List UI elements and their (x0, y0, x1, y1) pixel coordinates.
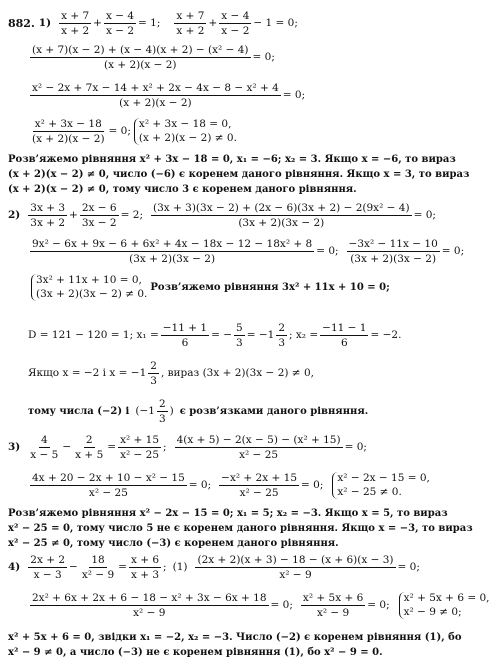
p1-frac-c: $\frac{x + 7}{x + 2}$ (176, 10, 205, 38)
part2-label: 2) (8, 209, 21, 222)
p3-line1: 3) $\frac{4}{x - 5}$ − $\frac{2}{x + 5}$ = $\frac{\text{x² + 15}}{\text{x² − 25}}$ ; $\frac{\text{4(x + 5) − 2(x − 5) − (x² + 15)}}{\text{x² − 25}}$ = 0; (8, 434, 367, 462)
p3-text2: x² − 25 = 0, тому число 5 не є коренем даного рівняння. Якщо x = −3, то вираз (8, 523, 473, 534)
p2-line5: Якщо x = −2 і x = −1 $\frac{2}{3}$ , вираз (3x + 2)(3x − 2) ≠ 0, (28, 360, 314, 388)
p4-text2: x² − 9 ≠ 0, а число (−3) не є коренем рівняння (1), бо x² − 9 = 0. (8, 647, 383, 658)
p1-frac-b: $\frac{x - 4}{x - 2}$ (105, 10, 135, 38)
part3-label: 3) (8, 441, 21, 454)
p2-system: 3x² + 11x + 10 = 0, (3x + 2)(3x − 2) ≠ 0. (31, 274, 147, 301)
p2-line3: 3x² + 11x + 10 = 0, (3x + 2)(3x − 2) ≠ 0. Розв’яжемо рівняння 3x² + 11x + 10 = 0; (28, 274, 390, 301)
p1-frac-a: $\frac{x + 7}{x + 2}$ (61, 10, 90, 38)
p4-system: x² + 5x + 6 = 0, x² − 9 ≠ 0; (399, 592, 490, 619)
problem-number: 882. (8, 16, 35, 30)
p1-line3: $\frac{\text{x² − 2x + 7x − 14 + x² + 2x − 4x − 8 − x² + 4}}{(x + 2)(x - 2)}$ = 0; (32, 82, 306, 110)
p1-text3: (x + 2)(x − 2) ≠ 0, тому число 3 є коренем даного рівняння. (8, 184, 357, 195)
p4-line1: 4) $\frac{2x + 2}{x - 3}$ − $\frac{18}{\text{x² − 9}}$ = $\frac{x + 6}{x + 3}$ ; (1) $\frac{(2x + 2)(x + 3) - 18 - (x + 6)(x - 3)}{\text{x² − 9}}$ = 0; (8, 554, 420, 582)
p3-text1: Розв’яжемо рівняння x² − 2x − 15 = 0; x₁ = 5; x₂ = −3. Якщо x = 5, то вираз (8, 508, 448, 519)
p1-text2: (x + 2)(x − 2) ≠ 0, число (−6) є коренем даного рівняння. Якщо x = 3, то вираз (8, 169, 470, 180)
p3-system: x² − 2x − 15 = 0, x² − 25 ≠ 0. (332, 472, 430, 499)
part1-label: 1) (38, 17, 52, 30)
p2-line4: D = 121 − 120 = 1; x₁ = $\frac{-11 + 1}{6}$ = − $\frac{5}{3}$ = −1 $\frac{2}{3}$ ; x₂ = $\frac{-11 - 1}{6}$ = −2. (28, 322, 402, 350)
p1-line2: $\frac{\text{(x + 7)(x − 2) + (x − 4)(x + 2) − (x² − 4)}}{(x + 2)(x - 2)}$ = 0; (32, 44, 275, 72)
p3-line2: $\frac{\text{4x + 20 − 2x + 10 − x² − 15}}{\text{x² − 25}}$ = 0; $\frac{\text{−x² + 2x + 15}}{\text{x² − 25}}$ = 0; x² − 2x − 15 = 0, x² − 25 ≠ 0. (32, 472, 430, 500)
p4-text1: x² + 5x + 6 = 0, звідки x₁ = −2, x₂ = −3. Число (−2) є коренем рівняння (1), бо (8, 632, 462, 643)
p2-line1: 2) $\frac{3x + 3}{3x + 2}$ + $\frac{2x - 6}{3x - 2}$ = 2; $\frac{\text{(3x + 3)(3x − 2) + (2x − 6)(3x + 2) − 2(9x² − 4)}}{(3x + 2)(3x - 2)}$ = 0; (8, 202, 436, 230)
p2-line6: тому числа (−2) і (−1 $\frac{2}{3}$ ) є розв’язками даного рівняння. (28, 398, 369, 426)
p1-line1: 882. 1) $\frac{x + 7}{x + 2}$ + $\frac{x - 4}{x - 2}$ = 1; $\frac{x + 7}{x + 2}$ + $\frac{x - 4}{x - 2}$ − 1 = 0; (8, 10, 298, 38)
p1-text1: Розв’яжемо рівняння x² + 3x − 18 = 0, x₁ = −6; x₂ = 3. Якщо x = −6, то вираз (8, 154, 456, 165)
solution-page (8, 6, 490, 666)
p4-line2: $\frac{\text{2x² + 6x + 2x + 6 − 18 − x² + 3x − 6x + 18}}{\text{x² − 9}}$ = 0; $\frac{\text{x² + 5x + 6}}{\text{x² − 9}}$ = 0; x² + 5x + 6 = 0, x² − 9 ≠ 0; (32, 592, 490, 620)
p1-system: x² + 3x − 18 = 0, (x + 2)(x − 2) ≠ 0. (134, 118, 237, 145)
part4-label: 4) (8, 561, 21, 574)
p3-text3: x² − 25 ≠ 0, тому число (−3) є коренем даного рівняння. (8, 538, 339, 549)
p1-line4: $\frac{\text{x² + 3x − 18}}{(x + 2)(x - 2)}$ = 0; x² + 3x − 18 = 0, (x + 2)(x − 2) ≠ 0. (32, 118, 237, 146)
p1-frac-d: $\frac{x - 4}{x - 2}$ (221, 10, 250, 38)
p2-line2: $\frac{\text{9x² − 6x + 9x − 6 + 6x² + 4x − 18x − 12 − 18x² + 8}}{(3x + 2)(3x - 2)}$ = 0; $\frac{\text{−3x² − 11x − 10}}{(3x + 2)(3x - 2)}$ = 0; (32, 238, 465, 266)
